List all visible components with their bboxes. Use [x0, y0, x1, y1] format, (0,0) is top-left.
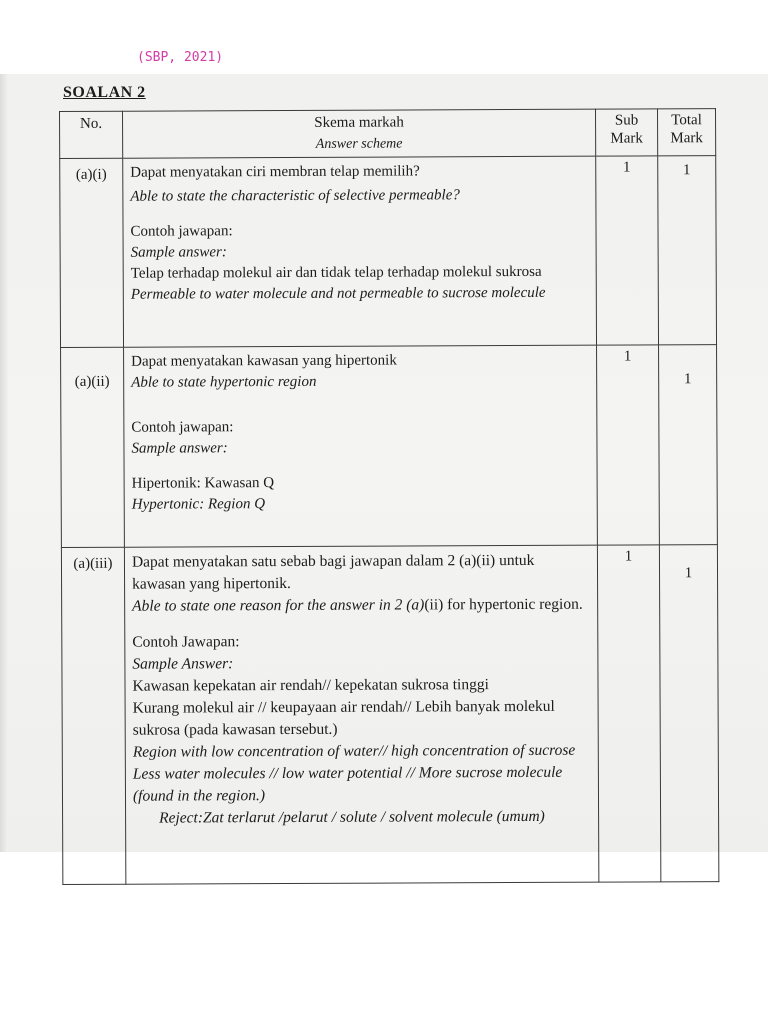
question-number: (a)(i)	[60, 158, 124, 347]
criterion-ms: Dapat menyatakan satu sebab bagi jawapan dalam 2 (a)(ii) untuk kawasan yang hipertonik.	[131, 551, 535, 593]
header-scheme-en: Answer scheme	[315, 136, 403, 152]
sample-label-ms: Contoh Jawapan:	[132, 633, 240, 651]
table-row	[60, 156, 717, 348]
sample-label-en: Sample answer:	[130, 244, 227, 261]
answer-scheme-cell	[124, 545, 598, 884]
table-row	[61, 345, 718, 548]
answer-en: Hypertonic: Region Q	[131, 496, 266, 513]
reject-label: Reject:	[159, 809, 204, 827]
header-scheme	[123, 109, 596, 158]
header-total-line1: Total	[671, 112, 702, 129]
sub-mark: 1	[596, 156, 659, 345]
sub-mark: 1	[597, 545, 660, 882]
sample-label-ms: Contoh jawapan:	[131, 419, 234, 436]
total-mark: 1	[659, 545, 718, 882]
table-row	[61, 545, 718, 885]
header-sub-mark	[595, 109, 657, 156]
criterion-ms: Dapat menyatakan ciri membran telap memilih?	[130, 163, 420, 181]
question-number: (a)(iii)	[61, 547, 125, 884]
reject-note	[133, 806, 592, 830]
header-total-line2: Mark	[670, 130, 703, 147]
answer-scheme-cell	[123, 156, 597, 347]
answer-en-2: Less water molecules // low water potential // More sucrose molecule (found in the region.)	[132, 763, 563, 805]
scan-edge-shadow	[0, 74, 8, 852]
answer-scheme-cell	[124, 345, 598, 547]
header-sub-line1: Sub	[614, 112, 639, 129]
criterion-en	[132, 594, 591, 618]
sample-label-en: Sample answer:	[131, 440, 228, 457]
source-tag: (SBP, 2021)	[137, 50, 224, 65]
table-header-row	[60, 109, 716, 159]
answer-en: Permeable to water molecule and not permeable to sucrose molecule	[130, 284, 546, 303]
header-no: No.	[60, 111, 123, 158]
total-mark: 1	[658, 156, 717, 345]
reject-text: Zat terlarut /pelarut / solute / solvent molecule (umum)	[202, 807, 545, 827]
criterion-en-part1: Able to state one reason for the answer in 2 (a)	[132, 596, 425, 615]
sample-label-en: Sample Answer:	[132, 655, 234, 673]
answer-ms-1: Kawasan kepekatan air rendah// kepekatan sukrosa tinggi	[132, 676, 489, 695]
answer-en-1: Region with low concentration of water// high concentration of sucrose	[132, 741, 576, 761]
header-sub-line2: Mark	[610, 130, 643, 147]
header-scheme-ms: Skema markah	[314, 114, 404, 131]
criterion-en: Able to state the characteristic of selective permeable?	[130, 187, 460, 205]
criterion-en-part2: (ii) for hypertonic region.	[424, 595, 583, 614]
section-title: SOALAN 2	[63, 84, 146, 101]
criterion-ms: Dapat menyatakan kawasan yang hipertonik	[131, 352, 397, 370]
answer-ms: Hipertonik: Kawasan Q	[131, 475, 275, 492]
question-number: (a)(ii)	[61, 347, 125, 547]
marking-scheme-table	[59, 108, 719, 885]
sample-label-ms: Contoh jawapan:	[130, 223, 233, 240]
total-mark: 1	[659, 345, 718, 545]
criterion-en: Able to state hypertonic region	[131, 373, 317, 391]
answer-ms: Telap terhadap molekul air dan tidak telap terhadap molekul sukrosa	[130, 263, 542, 282]
answer-ms-2: Kurang molekul air // keupayaan air rendah// Lebih banyak molekul sukrosa (pada kawasan tersebut.)	[132, 697, 555, 739]
header-total-mark	[657, 109, 715, 156]
sub-mark: 1	[597, 345, 660, 545]
